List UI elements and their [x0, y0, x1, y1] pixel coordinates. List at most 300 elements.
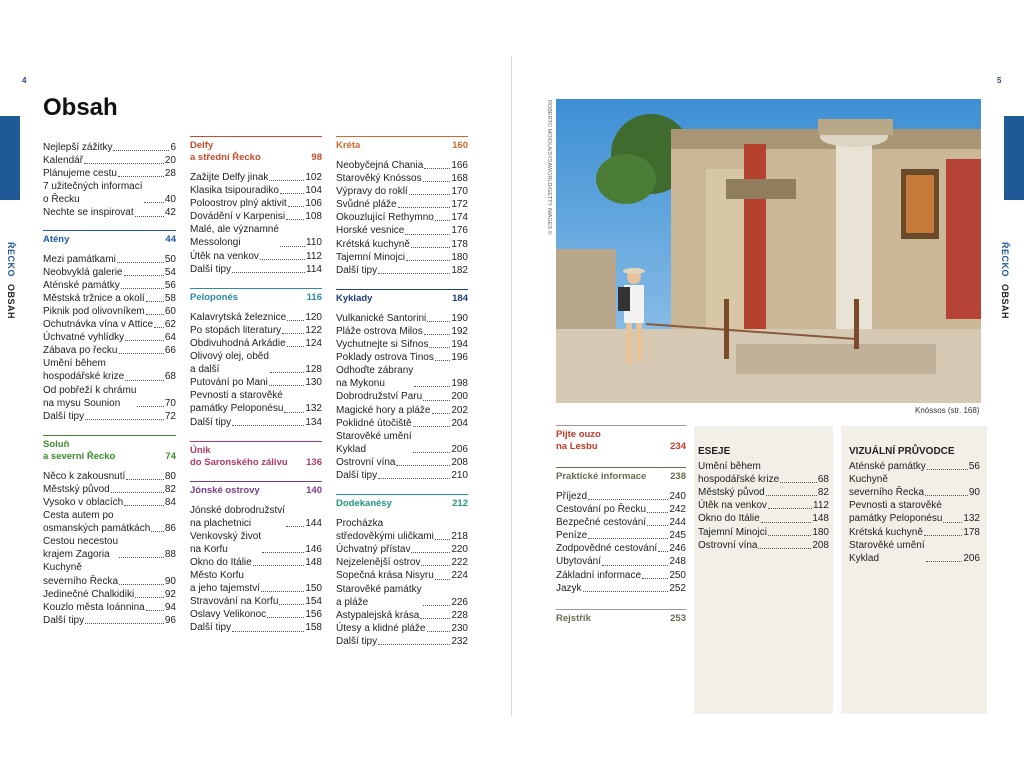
toc-entry-title: Pevnosti a starověké památky Peloponésu — [849, 500, 943, 525]
dot-leader — [768, 535, 811, 536]
section-header[interactable] — [556, 471, 686, 483]
toc-entry[interactable] — [43, 384, 176, 410]
toc-entry[interactable] — [190, 223, 322, 249]
section-saronsky — [190, 441, 322, 469]
dot-leader — [421, 565, 450, 566]
dot-leader — [406, 260, 450, 261]
dot-leader — [398, 207, 451, 208]
section-prakticke — [556, 467, 686, 595]
toc-entry[interactable] — [336, 556, 468, 569]
toc-entry[interactable] — [43, 292, 176, 305]
toc-entry[interactable] — [190, 621, 322, 634]
toc-entry[interactable] — [43, 180, 176, 206]
toc-entry[interactable] — [336, 583, 468, 609]
section-entries — [556, 490, 686, 595]
toc-entry-page: 112 — [813, 500, 829, 512]
dot-leader — [287, 320, 304, 321]
toc-entry[interactable] — [190, 324, 322, 337]
visual-guide-title: VIZUÁLNÍ PRŮVODCE — [849, 446, 955, 457]
section-header[interactable] — [43, 234, 176, 246]
toc-entry-page: 198 — [451, 378, 468, 390]
toc-entry[interactable] — [698, 526, 829, 539]
toc-entry[interactable] — [43, 483, 176, 496]
toc-entry-title: Tajemní Minojci — [698, 526, 767, 538]
section-page: 234 — [670, 441, 686, 452]
toc-entry-title: Další tipy — [190, 263, 232, 275]
dot-leader — [146, 301, 164, 302]
toc-entry[interactable] — [336, 198, 468, 211]
toc-entry[interactable] — [43, 509, 176, 535]
toc-entry-title: Venkovský život na Korfu — [190, 530, 262, 555]
toc-entry[interactable] — [336, 211, 468, 224]
toc-entry[interactable] — [43, 167, 176, 180]
toc-entry-page: 158 — [305, 622, 322, 634]
dot-leader — [260, 259, 305, 260]
section-page: 253 — [670, 612, 686, 624]
toc-entry[interactable] — [336, 238, 468, 251]
toc-entry-page: 248 — [669, 556, 686, 568]
section-header[interactable] — [190, 445, 322, 469]
toc-entry-title: Další tipy — [190, 416, 232, 428]
dot-leader — [135, 597, 164, 598]
toc-entry-page: 178 — [963, 526, 980, 538]
toc-entry[interactable] — [336, 159, 468, 172]
left-page-number: 4 — [22, 76, 27, 85]
toc-entry-page: 120 — [305, 311, 322, 323]
toc-entry-title: Po stopách literatury — [190, 324, 282, 336]
dot-leader — [435, 220, 450, 221]
toc-entry[interactable] — [698, 512, 829, 525]
toc-entry[interactable] — [698, 539, 829, 552]
dot-leader — [926, 561, 963, 562]
dot-leader — [414, 386, 450, 387]
toc-entry[interactable] — [43, 357, 176, 383]
section-entries — [190, 171, 322, 276]
toc-entry[interactable] — [190, 569, 322, 595]
dot-leader — [588, 538, 668, 539]
section-header[interactable] — [190, 292, 322, 304]
section-title: Kréta — [336, 140, 361, 151]
dot-leader — [286, 526, 304, 527]
toc-entry-page: 206 — [963, 552, 980, 564]
toc-entry[interactable] — [190, 556, 322, 569]
toc-entry[interactable] — [556, 516, 686, 529]
toc-entry-page: 96 — [164, 614, 176, 626]
toc-entry-page: 146 — [305, 543, 322, 555]
toc-entry-title: Mezi památkami — [43, 253, 116, 265]
column-3 — [336, 136, 468, 660]
section-title: Atény — [43, 233, 70, 245]
dot-leader — [253, 565, 305, 566]
toc-entry[interactable] — [43, 305, 176, 318]
toc-entry[interactable] — [190, 504, 322, 530]
toc-entry-title: Jónské dobrodružství na plachetnici — [190, 504, 286, 529]
toc-entry-page: 200 — [451, 391, 468, 403]
toc-entry-page: 56 — [968, 461, 980, 473]
toc-entry-title: Okno do Itálie — [698, 513, 760, 525]
section-rejstrik — [556, 609, 686, 625]
knossos-illustration — [556, 99, 981, 403]
dot-leader — [420, 618, 450, 619]
toc-entry[interactable] — [43, 601, 176, 614]
toc-entry-title: Okno do Itálie — [190, 556, 252, 568]
toc-entry[interactable] — [698, 460, 829, 486]
toc-entry-page: 56 — [164, 279, 176, 291]
side-label-section: OBSAH — [6, 284, 16, 320]
dot-leader — [409, 194, 451, 195]
section-header[interactable] — [336, 498, 468, 510]
dot-leader — [270, 372, 304, 373]
toc-entry[interactable] — [190, 416, 322, 429]
knossos-photo — [556, 99, 981, 403]
toc-entry[interactable] — [190, 337, 322, 350]
toc-entry[interactable] — [336, 325, 468, 338]
toc-entry[interactable] — [43, 331, 176, 344]
toc-entry-title: Cestou necestou krajem Zagoria — [43, 536, 119, 561]
dot-leader — [658, 551, 668, 552]
intro-list — [43, 141, 176, 220]
dot-leader — [232, 631, 304, 632]
toc-entry[interactable] — [190, 376, 322, 389]
dot-leader — [423, 605, 451, 606]
toc-entry-page: 112 — [306, 250, 322, 262]
section-peloponnes — [190, 288, 322, 429]
toc-entry[interactable] — [336, 635, 468, 648]
toc-entry-title: Oslavy Velikonoc — [190, 609, 267, 621]
right-page-number: 5 — [997, 76, 1002, 85]
toc-entry-title: Aténské památky — [849, 461, 926, 473]
dot-leader — [423, 181, 451, 182]
toc-entry-page: 252 — [669, 582, 686, 594]
toc-entry-title: Starověké památky a pláže — [336, 583, 422, 608]
dot-leader — [768, 508, 812, 509]
dot-leader — [647, 525, 668, 526]
toc-entry-page: 124 — [305, 337, 322, 349]
toc-entry[interactable] — [336, 351, 468, 364]
toc-entry-title: Plánujeme cestu — [43, 168, 117, 180]
toc-entry[interactable] — [556, 542, 686, 555]
dot-leader — [435, 579, 450, 580]
toc-entry-page: 92 — [164, 588, 176, 600]
section-kreta — [336, 136, 468, 277]
toc-entry-title: Stravování na Korfu — [190, 596, 279, 608]
section-entries — [336, 159, 468, 277]
toc-entry[interactable] — [190, 311, 322, 324]
toc-entry[interactable] — [556, 569, 686, 582]
toc-entry-page: 224 — [451, 570, 468, 582]
section-title: Peloponés — [190, 291, 239, 303]
toc-entry-title: Kouzlo města Ioánnina — [43, 601, 145, 613]
toc-entry-title: Odhoďte zábrany na Mykonu — [336, 365, 414, 390]
dot-leader — [151, 531, 164, 532]
dot-leader — [154, 327, 164, 328]
toc-entry-page: 58 — [164, 292, 176, 304]
toc-entry[interactable] — [336, 364, 468, 390]
page-gutter — [511, 56, 512, 716]
toc-entry[interactable] — [190, 210, 322, 223]
toc-entry[interactable] — [336, 469, 468, 482]
toc-entry-page: 68 — [817, 474, 829, 486]
toc-entry-title: Cesta autem po osmanských památkách — [43, 510, 151, 535]
toc-entry[interactable] — [43, 253, 176, 266]
toc-entry[interactable] — [336, 430, 468, 456]
dot-leader — [602, 565, 668, 566]
toc-entry[interactable] — [336, 185, 468, 198]
toc-entry[interactable] — [336, 569, 468, 582]
toc-entry[interactable] — [43, 279, 176, 292]
toc-entry[interactable] — [336, 622, 468, 635]
toc-entry-title: Dobrodružství Paru — [336, 391, 423, 403]
toc-entry[interactable] — [698, 486, 829, 499]
toc-entry-title: Ochutnávka vína v Attice — [43, 319, 154, 331]
toc-entry-page: 64 — [164, 332, 176, 344]
toc-entry[interactable] — [849, 473, 980, 499]
toc-entry[interactable] — [43, 344, 176, 357]
toc-entry-page: 194 — [451, 339, 468, 351]
dot-leader — [588, 499, 668, 500]
toc-entry[interactable] — [336, 543, 468, 556]
toc-entry-page: 134 — [305, 416, 322, 428]
toc-entry[interactable] — [190, 595, 322, 608]
toc-entry[interactable] — [336, 609, 468, 622]
toc-entry[interactable] — [336, 251, 468, 264]
toc-entry-title: Bezpečné cestování — [556, 517, 647, 529]
section-entries — [336, 517, 468, 648]
toc-entry-title: Jedinečné Chalkidiki — [43, 588, 135, 600]
section-header[interactable] — [190, 485, 322, 497]
dot-leader — [279, 604, 304, 605]
section-page: 74 — [165, 450, 176, 462]
section-header[interactable] — [190, 140, 322, 164]
toc-entry-page: 232 — [451, 635, 468, 647]
toc-entry-title: Starověké umění Kyklad — [336, 430, 412, 455]
section-title: Pijte ouzo na Lesbu — [556, 429, 601, 452]
toc-entry-title: Další tipy — [336, 264, 378, 276]
section-title: Únik do Saronského zálivu — [190, 444, 288, 468]
toc-entry-title: Další tipy — [190, 622, 232, 634]
toc-entry[interactable] — [336, 404, 468, 417]
toc-entry[interactable] — [849, 539, 980, 565]
page-title: Obsah — [43, 94, 118, 121]
toc-entry-page: 104 — [305, 185, 322, 197]
dot-leader — [424, 168, 450, 169]
toc-entry[interactable] — [698, 499, 829, 512]
section-page: 136 — [306, 456, 322, 468]
toc-entry[interactable] — [190, 530, 322, 556]
toc-entry-title: Obdivuhodná Arkádie — [190, 337, 286, 349]
toc-entry[interactable] — [336, 456, 468, 469]
toc-entry-page: 128 — [305, 364, 322, 376]
toc-entry-title: Piknik pod olivovníkem — [43, 305, 145, 317]
toc-entry[interactable] — [190, 184, 322, 197]
toc-entry-title: Malé, ale významné Messolongi — [190, 224, 279, 249]
section-pijte-ouzo — [556, 425, 686, 453]
dot-leader — [435, 539, 451, 540]
toc-entry-title: Město Korfu a jeho tajemství — [190, 570, 261, 595]
toc-entry[interactable] — [43, 318, 176, 331]
toc-entry-title: Další tipy — [43, 614, 85, 626]
dot-leader — [780, 482, 817, 483]
toc-entry[interactable] — [336, 224, 468, 237]
dot-leader — [119, 557, 164, 558]
essays-title: ESEJE — [698, 446, 731, 457]
toc-entry[interactable] — [849, 526, 980, 539]
toc-entry-page: 66 — [164, 345, 176, 357]
dot-leader — [396, 465, 450, 466]
dot-leader — [111, 492, 164, 493]
toc-entry-title: Neobvyklá galerie — [43, 266, 123, 278]
toc-entry-page: 40 — [164, 194, 176, 206]
toc-entry-title: Cestování po Řecku — [556, 504, 647, 516]
toc-entry-page: 204 — [451, 417, 468, 429]
section-title: Soluň a severní Řecko — [43, 438, 116, 462]
toc-entry[interactable] — [43, 496, 176, 509]
dot-leader — [411, 247, 450, 248]
toc-entry-page: 196 — [451, 352, 468, 364]
toc-entry-page: 182 — [451, 264, 468, 276]
dot-leader — [378, 644, 450, 645]
dot-leader — [269, 385, 304, 386]
toc-entry-title: Starověký Knóssos — [336, 173, 422, 185]
toc-entry-page: 218 — [451, 531, 468, 543]
toc-entry-title: Útesy a klidné pláže — [336, 622, 426, 634]
toc-entry-page: 240 — [669, 491, 686, 502]
toc-entry[interactable] — [43, 154, 176, 167]
dot-leader — [113, 150, 169, 151]
toc-entry[interactable] — [336, 264, 468, 277]
toc-entry[interactable] — [190, 171, 322, 184]
dot-leader — [125, 340, 164, 341]
dot-leader — [117, 262, 164, 263]
toc-entry[interactable] — [190, 263, 322, 276]
toc-entry-page: 210 — [451, 469, 468, 481]
toc-entry-title: Procházka středověkými uličkami — [336, 518, 434, 543]
section-page: 184 — [452, 292, 468, 304]
toc-entry-page: 144 — [305, 517, 322, 529]
toc-entry[interactable] — [190, 389, 322, 415]
toc-entry[interactable] — [43, 410, 176, 423]
dot-leader — [84, 163, 164, 164]
dot-leader — [758, 548, 811, 549]
toc-entry[interactable] — [43, 561, 176, 587]
dot-leader — [427, 631, 451, 632]
toc-entry-page: 180 — [812, 526, 829, 538]
toc-entry-title: Zábava po řecku — [43, 345, 118, 357]
toc-entry[interactable] — [43, 535, 176, 561]
toc-entry-page: 206 — [451, 443, 468, 455]
dot-leader — [761, 522, 812, 523]
dot-leader — [144, 202, 164, 203]
toc-entry[interactable] — [43, 141, 176, 154]
toc-entry[interactable] — [43, 588, 176, 601]
dot-leader — [429, 347, 450, 348]
dot-leader — [943, 522, 962, 523]
toc-entry-title: Útěk na venkov — [190, 250, 259, 262]
section-header[interactable] — [336, 293, 468, 305]
toc-entry[interactable] — [556, 503, 686, 516]
toc-entry[interactable] — [190, 197, 322, 210]
dot-leader — [85, 419, 164, 420]
toc-entry[interactable] — [849, 499, 980, 525]
dot-leader — [119, 353, 164, 354]
dot-leader — [424, 334, 451, 335]
toc-entry[interactable] — [336, 517, 468, 543]
toc-entry[interactable] — [556, 582, 686, 595]
toc-entry[interactable] — [43, 470, 176, 483]
toc-entry-page: 50 — [164, 253, 176, 265]
side-label-country: ŘECKO — [1000, 242, 1010, 278]
toc-entry-page: 90 — [968, 487, 980, 499]
toc-entry[interactable] — [190, 250, 322, 263]
toc-entry-page: 220 — [451, 544, 468, 556]
dot-leader — [282, 333, 304, 334]
toc-entry[interactable] — [556, 490, 686, 503]
dot-leader — [925, 495, 968, 496]
toc-entry-page: 82 — [164, 483, 176, 495]
toc-entry-title: Magické hory a pláže — [336, 404, 431, 416]
toc-entry[interactable] — [190, 350, 322, 376]
section-entries — [190, 311, 322, 429]
toc-entry-title: Starověké umění Kyklad — [849, 539, 925, 564]
section-dodekanesy — [336, 494, 468, 648]
dot-leader — [232, 425, 304, 426]
toc-entry-page: 166 — [451, 160, 468, 171]
section-ateny — [43, 230, 176, 423]
toc-entry[interactable] — [43, 614, 176, 627]
toc-entry[interactable] — [336, 417, 468, 430]
section-header[interactable] — [336, 140, 468, 152]
dot-leader — [288, 206, 305, 207]
toc-entry-page: 60 — [164, 305, 176, 317]
toc-entry-page: 176 — [451, 225, 468, 237]
toc-entry-page: 88 — [164, 549, 176, 561]
toc-entry-title: Svůdné pláže — [336, 199, 397, 211]
dot-leader — [269, 180, 304, 181]
toc-entry-title: Poloostrov plný aktivit — [190, 198, 287, 210]
toc-entry[interactable] — [336, 338, 468, 351]
dot-leader — [232, 272, 305, 273]
toc-entry[interactable] — [336, 172, 468, 185]
toc-entry[interactable] — [336, 312, 468, 325]
toc-entry-page: 250 — [669, 569, 686, 581]
toc-entry-page: 122 — [305, 324, 322, 336]
section-entries — [336, 312, 468, 482]
section-entries — [43, 470, 176, 627]
toc-entry-title: Kuchyně severního Řecka — [43, 562, 119, 587]
toc-entry-page: 244 — [669, 517, 686, 529]
toc-entry[interactable] — [849, 460, 980, 473]
section-header[interactable] — [43, 439, 176, 463]
toc-entry-page: 108 — [305, 211, 322, 223]
dot-leader — [137, 406, 164, 407]
toc-entry-title: Ubytování — [556, 556, 602, 568]
toc-entry[interactable] — [190, 608, 322, 621]
dot-leader — [435, 360, 450, 361]
dot-leader — [261, 591, 304, 592]
toc-entry[interactable] — [43, 206, 176, 219]
toc-entry[interactable] — [336, 390, 468, 403]
dot-leader — [124, 275, 164, 276]
toc-entry-title: Kalavrytská železnice — [190, 311, 287, 323]
toc-entry-title: Další tipy — [336, 635, 378, 647]
left-side-label — [6, 242, 16, 319]
toc-entry-page: 84 — [164, 496, 176, 508]
toc-entry-title: Krétská kuchyně — [336, 238, 410, 250]
toc-entry[interactable] — [556, 529, 686, 542]
toc-entry[interactable] — [556, 555, 686, 568]
toc-entry[interactable] — [43, 266, 176, 279]
toc-entry-page: 114 — [306, 263, 322, 275]
